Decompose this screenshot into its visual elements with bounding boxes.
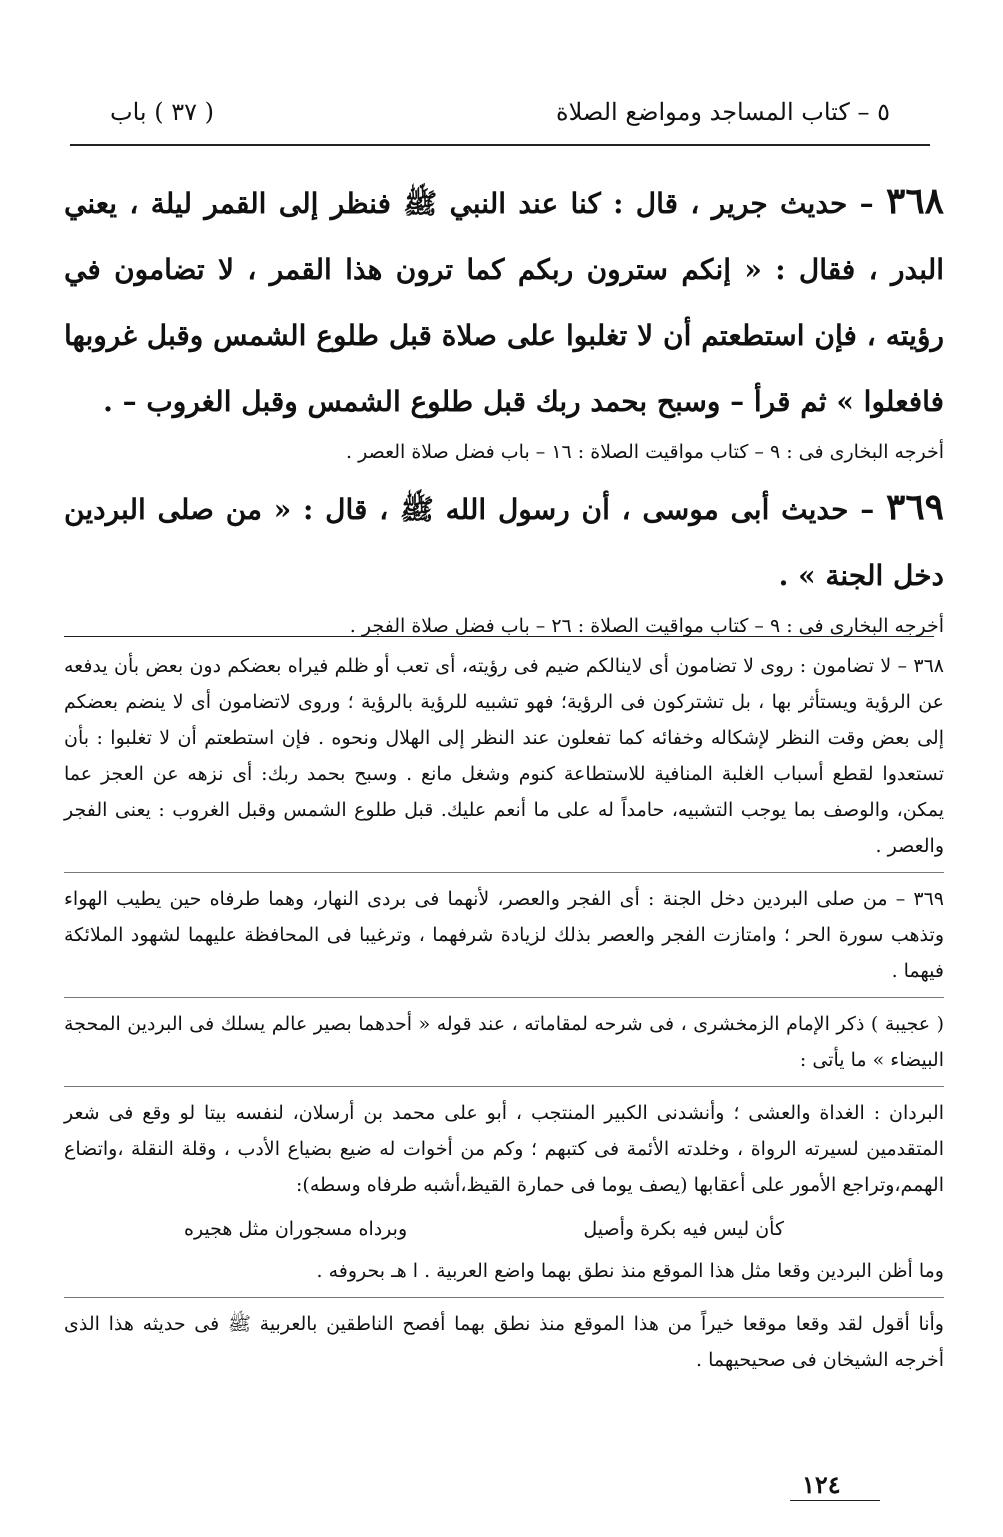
hadith-text [64, 474, 944, 609]
hadith-body: – حديث أبى موسى ، أن رسول الله ﷺ ، قال : « من صلى البردين دخل الجنة » . [64, 493, 944, 592]
note-divider [64, 1086, 944, 1087]
page-number-rule [790, 1500, 880, 1501]
hadith-body: – حديث جرير ، قال : كنا عند النبي ﷺ فنظر إلى القمر ليلة ، يعني البدر ، فقال : « إنكم سترون ربكم كما ترون هذا القمر ، لا تضامون في رؤيته ، فإن استطعتم أن لا تغلبوا على صلاة قبل طلوع الشمس وقبل غروبها فافعلوا » ثم قرأ – وسبح بحمد ربك قبل طلوع الشمس وقبل الغروب – . [64, 187, 945, 418]
hadith-369 [64, 474, 944, 641]
note-368: ٣٦٨ – لا تضامون : روى لا تضامون أى لاينالكم ضيم فى رؤيته، أى تعب أو ظلم فيراه بعضكم دون بعض بأن يدفعه عن الرؤية ويستأثر بها ، بل تشتركون فى الرؤية؛ فهو تشبيه للرؤية بالرؤية ؛ وروى لاتضامون أى لا ينضم بعضكم إلى بعض وقت النظر لإشكاله وخفائه كما تفعلون عند النظر إلى الهلال ونحوه . فإن استطعتم أن لا تغلبوا : بأن تستعدوا لقطع أسباب الغلبة المنافية للاستطاعة كنوم وشغل مانع . وسبح بحمد ربك: أى نزهه عن العجز عما يمكن، والوصف بما يوجب التشبيه، حامداً له على ما أنعم عليك. قبل طلوع الشمس وقبل الغروب : يعنى الفجر والعصر . [64, 655, 944, 857]
poem-intro: البردان : الغداة والعشى ؛ وأنشدنى الكبير المنتجب ، أبو على محمد بن أرسلان، لنفسه بيتا لو وقع فى شعر المتقدمين لسيرته الرواة ، وخلدته الأئمة فى كتبهم ؛ وكم من أخوات له ضيع بضياع الأدب ، وقلة النقلة ،واتضاع الهمم،وتراجع الأمور على أعقابها (يصف يوما فى حمارة القيظ،أشبه طرفاه وسطه): [64, 1102, 944, 1196]
hadith-number: ٣٦٨ [885, 180, 944, 222]
note-divider [64, 1297, 944, 1298]
page-number: ١٢٤ [802, 1470, 841, 1499]
hadith-number: ٣٦٩ [886, 486, 945, 528]
note-divider [64, 997, 944, 998]
footnote-separator [64, 636, 934, 637]
note-divider [64, 872, 944, 873]
section-title: ٥ – كتاب المساجد ومواضع الصلاة [556, 98, 890, 126]
commentary [64, 648, 944, 1386]
note-curiosity: ( عجيبة ) ذكر الإمام الزمخشرى ، فى شرحه لمقاماته ، عند قوله « أحدهما بصير عالم يسلك فى البردين المحجة البيضاء » ما يأتى : [64, 1013, 944, 1071]
poem-verse [64, 1211, 944, 1247]
hadith-source: أخرجه البخارى فى : ٩ – كتاب مواقيت الصلاة : ١٦ – باب فضل صلاة العصر . [346, 441, 944, 463]
closing-line-2: وأنا أقول لقد وقعا موقعا خيراً من هذا الموقع منذ نطق بهما أفصح الناطقين بالعربية ﷺ فى حديثه هذا الذى أخرجه الشيخان فى صحيحيهما . [64, 1313, 944, 1371]
hadith-368 [64, 168, 944, 467]
verse-second-hemistich: وبرداه مسجوران مثل هجيره [184, 1218, 408, 1240]
note-369: ٣٦٩ – من صلى البردين دخل الجنة : أى الفجر والعصر، لأنهما فى بردى النهار، وهما طرفاه حين يطيب الهواء وتذهب سورة الحر ؛ وامتازت الفجر والعصر بذلك لزيادة شرفهما ، وترغيبا فى المحافظة عليهما لشهود الملائكة فيهما . [64, 888, 944, 982]
header-rule [70, 144, 930, 146]
hadith-text [64, 168, 944, 435]
hadith-source: أخرجه البخارى فى : ٩ – كتاب مواقيت الصلاة : ٢٦ – باب فضل صلاة الفجر . [349, 615, 944, 637]
running-header [110, 92, 890, 132]
verse-first-hemistich: كأن ليس فيه بكرة وأصيل [583, 1218, 784, 1240]
chapter-label: ( ٣٧ ) باب [110, 98, 214, 126]
closing-line-1: وما أظن البردين وقعا مثل هذا الموقع منذ نطق بهما واضع العربية . ا هـ بحروفه . [316, 1260, 944, 1282]
